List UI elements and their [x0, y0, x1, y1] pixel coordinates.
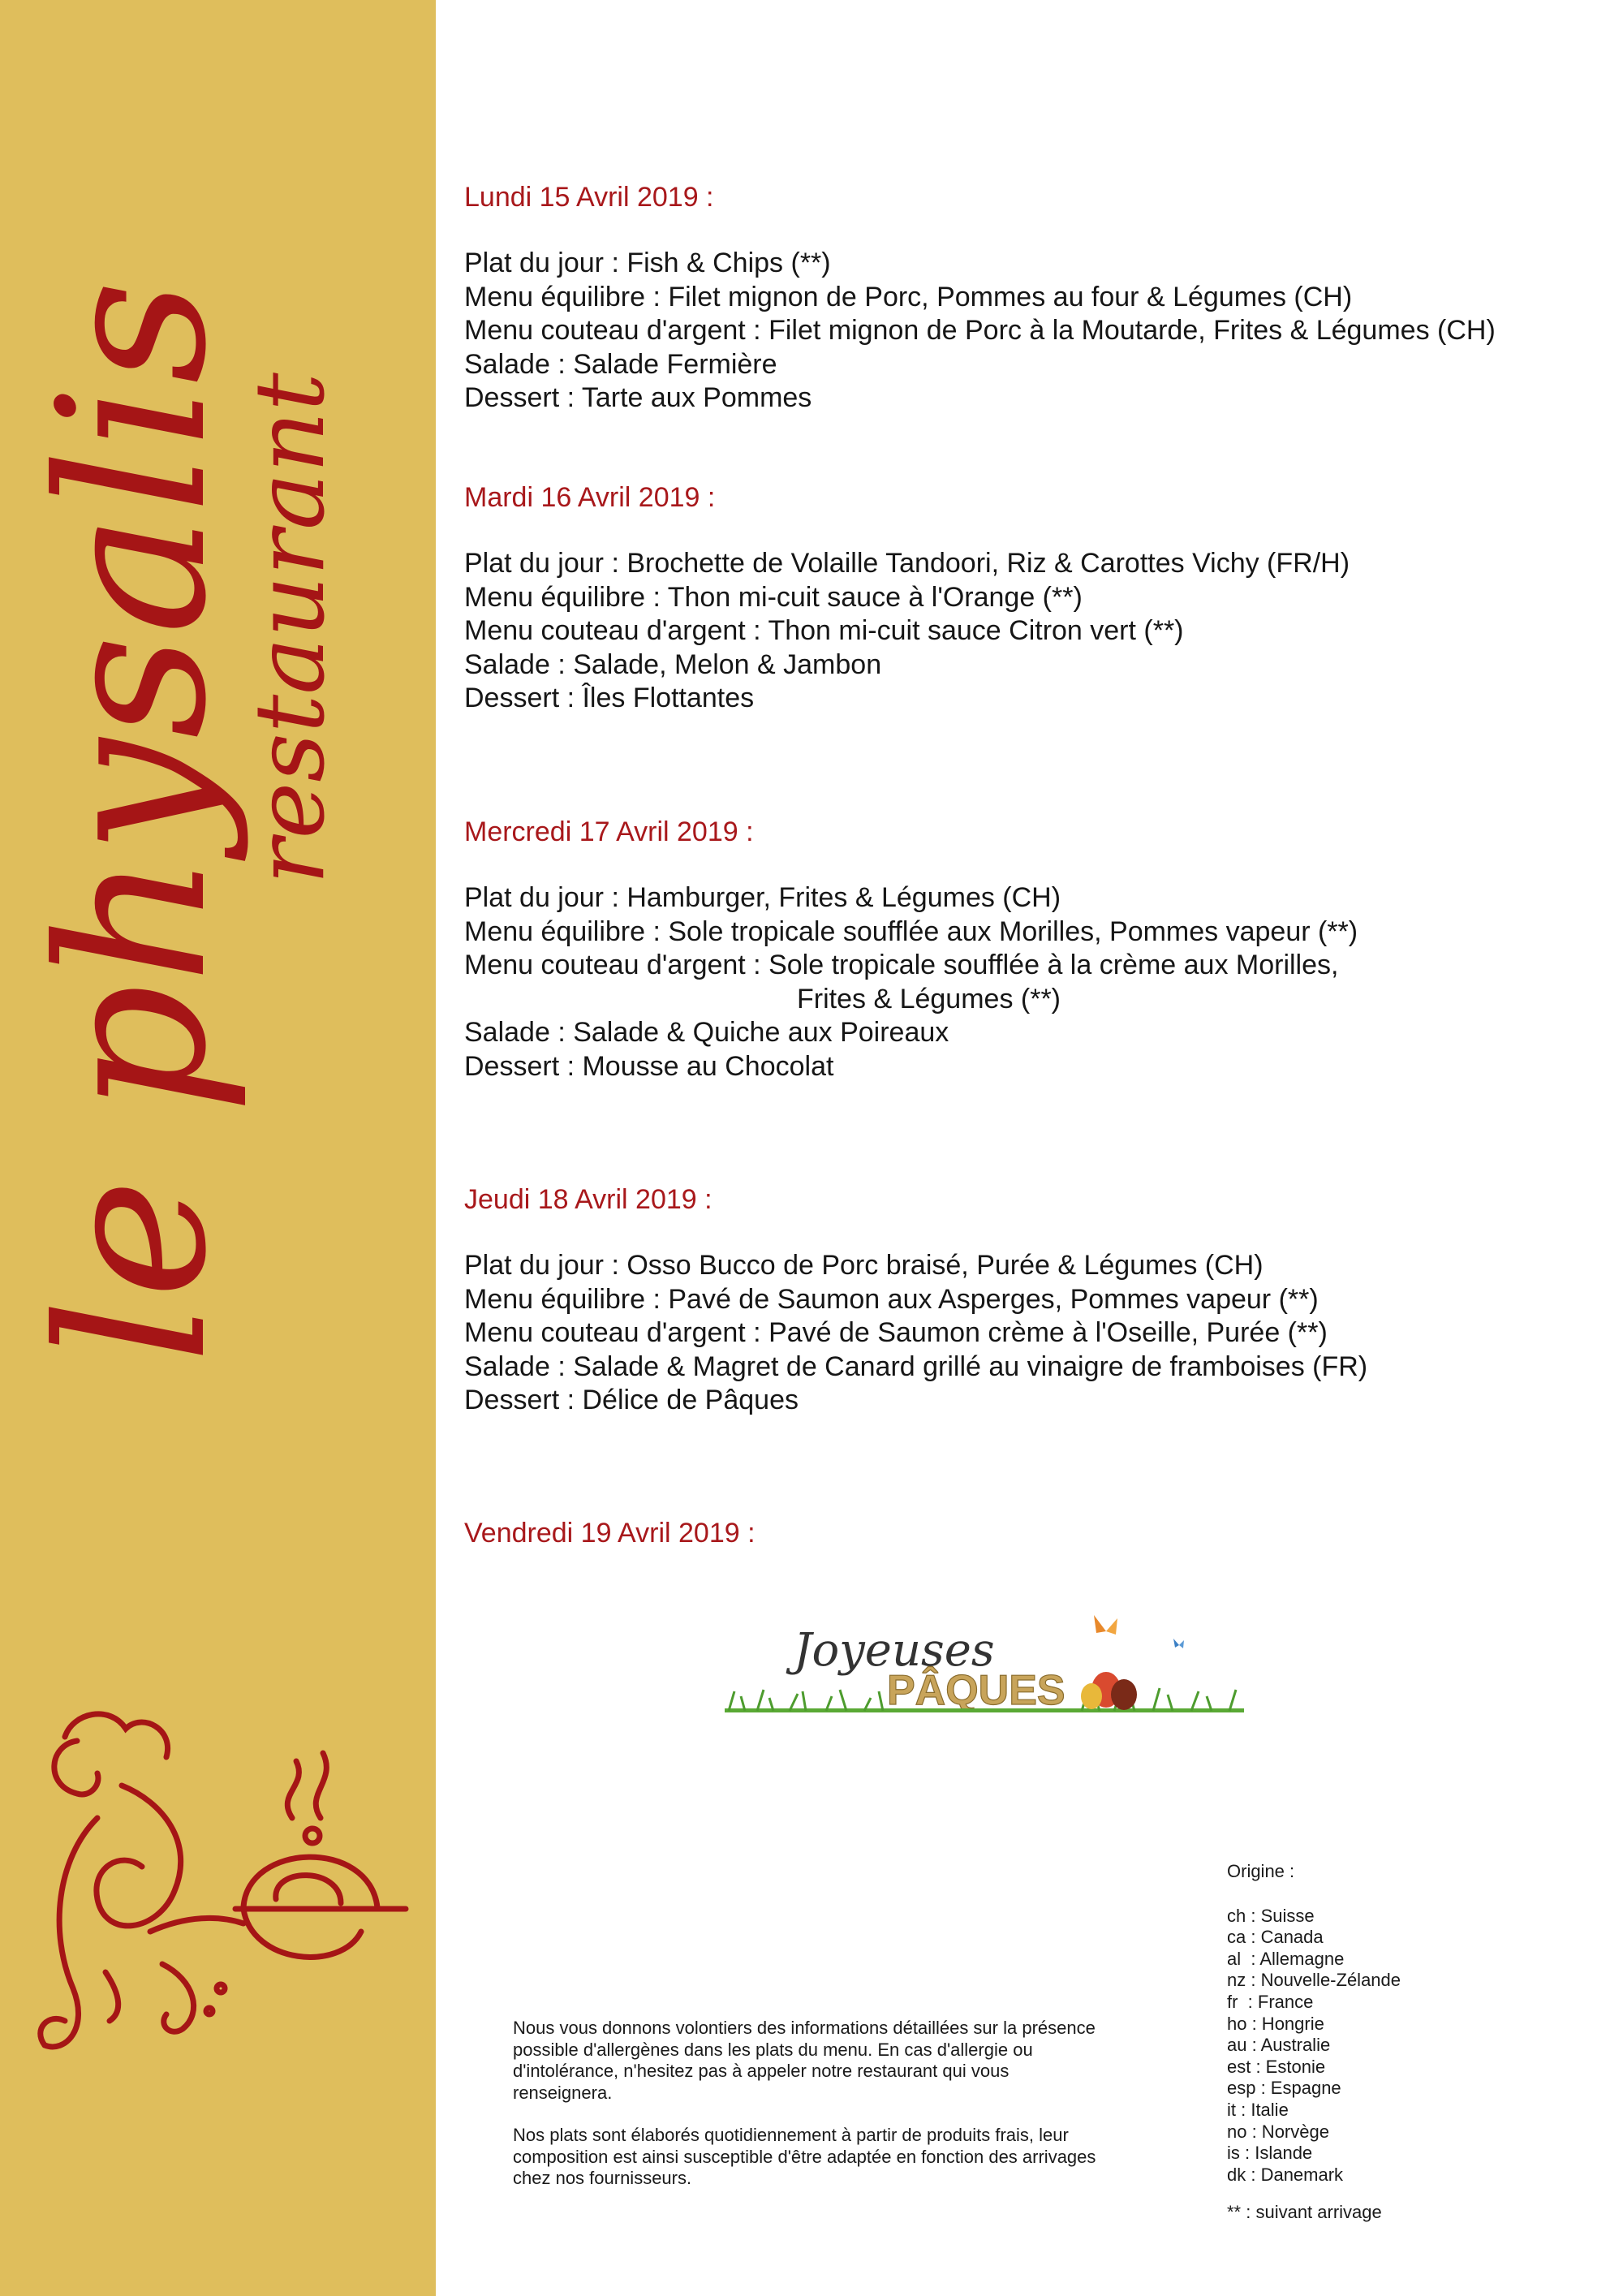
menu-item-dessert: Dessert : Délice de Pâques: [464, 1385, 799, 1415]
allergen-paragraph: Nous vous donnons volontiers des informations détaillées sur la présence possible d'allergènes dans les plats du menu. En cas d'allergie ou d'intolérance, n'hesitez pas à appeler notre restaurant qui vous renseignera.: [513, 2018, 1096, 2103]
origin-entry: au : Australie: [1227, 2035, 1331, 2056]
day-tuesday: [464, 480, 1600, 716]
fresh-products-paragraph: Nos plats sont élaborés quotidiennement à partir de produits frais, leur composition est ainsi susceptible d'être adaptée en fonction des arrivages chez nos fournisseurs.: [513, 2125, 1096, 2188]
menu-item-equilibre: Menu équilibre : Sole tropicale soufflée aux Morilles, Pommes vapeur (**): [464, 915, 1358, 947]
allergen-notice: [513, 2018, 1097, 2211]
origin-entry: it : Italie: [1227, 2099, 1289, 2120]
day-heading: Vendredi 19 Avril 2019 :: [464, 1518, 756, 1549]
easter-greeting: Joyeuses: [794, 1624, 995, 1677]
menu-item-equilibre: Menu équilibre : Thon mi-cuit sauce à l'Orange (**): [464, 581, 1083, 613]
origin-entry: ch : Suisse: [1227, 1905, 1315, 1926]
origin-entry: ho : Hongrie: [1227, 2013, 1324, 2034]
menu-item-equilibre: Menu équilibre : Filet mignon de Porc, Pommes au four & Légumes (CH): [464, 281, 1353, 312]
menu-item-salade: Salade : Salade & Quiche aux Poireaux: [464, 1017, 949, 1048]
origin-entry: no : Norvège: [1227, 2121, 1329, 2142]
origin-entry: al : Allemagne: [1227, 1948, 1345, 1969]
menu-item-salade: Salade : Salade Fermière: [464, 348, 777, 380]
origin-legend: [1227, 1861, 1470, 2224]
easter-banner: [725, 1600, 1244, 1712]
easter-title: PÂQUES: [887, 1667, 1065, 1712]
menu-item-couteau-argent: Menu couteau d'argent : Sole tropicale soufflée à la crème aux Morilles,: [464, 950, 1339, 980]
origin-entry: is : Islande: [1227, 2143, 1313, 2164]
day-friday: [464, 1516, 1600, 1550]
butterfly-small-icon: [1173, 1639, 1184, 1648]
menu-item-plat-du-jour: Plat du jour : Osso Bucco de Porc braisé, Purée & Légumes (CH): [464, 1250, 1264, 1281]
day-heading: Jeudi 18 Avril 2019 :: [464, 1184, 712, 1215]
menu-item-couteau-argent-continued: Frites & Légumes (**): [797, 983, 1061, 1014]
origin-list: [1227, 1906, 1470, 2186]
origin-entry: nz : Nouvelle-Zélande: [1227, 1970, 1401, 1991]
origin-entry: fr : France: [1227, 1991, 1314, 2012]
menu-item-dessert: Dessert : Mousse au Chocolat: [464, 1050, 834, 1082]
menu-item-couteau-argent: Menu couteau d'argent : Filet mignon de Porc à la Moutarde, Frites & Légumes (CH): [464, 315, 1496, 346]
day-heading: Mercredi 17 Avril 2019 :: [464, 816, 754, 847]
menu-item-plat-du-jour: Plat du jour : Brochette de Volaille Tandoori, Riz & Carottes Vichy (FR/H): [464, 548, 1350, 579]
easter-eggs-icon: [1081, 1672, 1137, 1710]
menu-item-couteau-argent: Menu couteau d'argent : Pavé de Saumon crème à l'Oseille, Purée (**): [464, 1317, 1328, 1348]
menu-item-salade: Salade : Salade & Magret de Canard grillé au vinaigre de framboises (FR): [464, 1350, 1368, 1382]
menu-item-plat-du-jour: Plat du jour : Hamburger, Frites & Légumes (CH): [464, 882, 1061, 913]
menu-item-couteau-argent: Menu couteau d'argent : Thon mi-cuit sauce Citron vert (**): [464, 615, 1184, 646]
origin-entry: dk : Danemark: [1227, 2164, 1344, 2185]
menu-item-dessert: Dessert : Tarte aux Pommes: [464, 382, 812, 413]
day-monday: [464, 180, 1600, 416]
origin-title: Origine :: [1227, 1861, 1295, 1881]
origin-entry: esp : Espagne: [1227, 2078, 1341, 2099]
sidebar-panel: [0, 0, 436, 2296]
logo-subtitle: restaurant: [234, 373, 346, 885]
origin-footnote: ** : suivant arrivage: [1227, 2202, 1382, 2223]
day-wednesday: [464, 815, 1600, 1083]
butterfly-icon: [1094, 1615, 1117, 1635]
menu-item-equilibre: Menu équilibre : Pavé de Saumon aux Asperges, Pommes vapeur (**): [464, 1283, 1319, 1315]
day-thursday: [464, 1182, 1600, 1418]
origin-entry: ca : Canada: [1227, 1927, 1324, 1948]
menu-item-salade: Salade : Salade, Melon & Jambon: [464, 648, 882, 680]
origin-entry: est : Estonie: [1227, 2056, 1326, 2077]
menu-item-dessert: Dessert : Îles Flottantes: [464, 683, 755, 713]
restaurant-logo: [0, 0, 436, 2296]
logo-wordmark: le physalis: [15, 279, 251, 1363]
chef-serving-cloche-icon: [41, 1714, 406, 2047]
day-heading: Mardi 16 Avril 2019 :: [464, 482, 716, 513]
menu-item-plat-du-jour: Plat du jour : Fish & Chips (**): [464, 248, 831, 278]
day-heading: Lundi 15 Avril 2019 :: [464, 182, 714, 213]
